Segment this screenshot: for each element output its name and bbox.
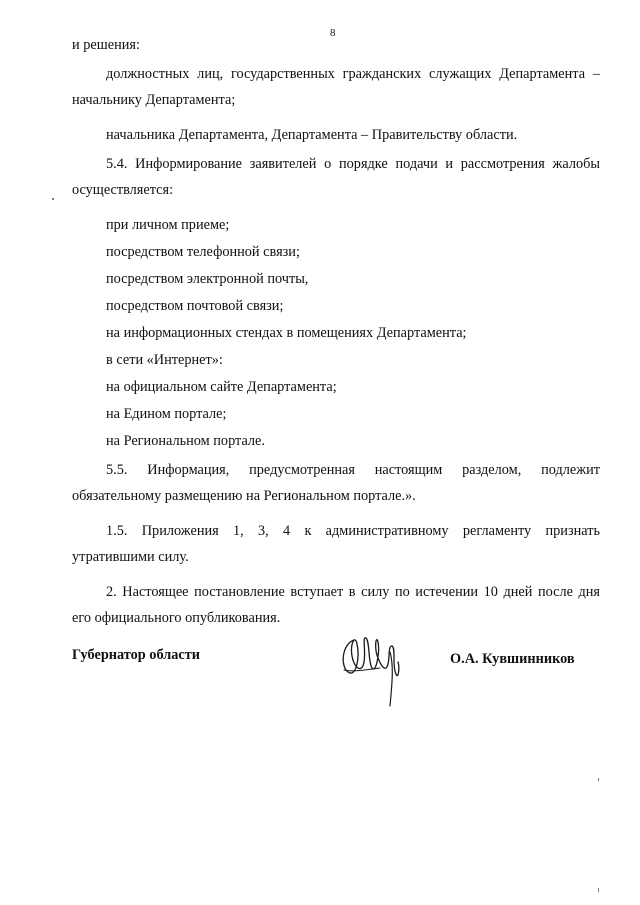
- list-item: посредством телефонной связи;: [106, 244, 300, 260]
- list-item: на Едином портале;: [106, 406, 227, 422]
- list-item: на информационных стендах в помещениях Департамента;: [106, 325, 467, 341]
- list-item: на Региональном портале.: [106, 433, 265, 449]
- scan-speck: [52, 198, 54, 200]
- paragraph-continuation: и решения:: [72, 37, 140, 53]
- scan-speck: [598, 888, 599, 892]
- paragraph-1-5: 1.5. Приложения 1, 3, 4 к административному регламенту признать утратившими силу.: [72, 523, 600, 565]
- paragraph-officials: должностных лиц, государственных гражданских служащих Департамента – начальнику Департамента;: [72, 66, 600, 108]
- document-body: [72, 32, 600, 631]
- list-item: в сети «Интернет»:: [106, 352, 223, 368]
- list-item: посредством почтовой связи;: [106, 298, 284, 314]
- paragraph-head: начальника Департамента, Департамента – Правительству области.: [106, 127, 518, 143]
- paragraph-2: 2. Настоящее постановление вступает в силу по истечении 10 дней после дня его официального опубликования.: [72, 584, 600, 626]
- handwritten-signature: [336, 622, 416, 708]
- scan-speck: [598, 778, 599, 781]
- page-number: 8: [330, 27, 336, 39]
- paragraph-5-4: 5.4. Информирование заявителей о порядке подачи и рассмотрения жалобы осуществляется:: [72, 156, 600, 198]
- paragraph-5-5: 5.5. Информация, предусмотренная настоящим разделом, подлежит обязательному размещению на Региональном портале.».: [72, 462, 600, 504]
- signatory-title: Губернатор области: [72, 647, 201, 663]
- list-item: посредством электронной почты,: [106, 271, 309, 287]
- list-item: на официальном сайте Департамента;: [106, 379, 337, 395]
- list-item: при личном приеме;: [106, 217, 230, 233]
- signatory-name: О.А. Кувшинников: [450, 651, 575, 667]
- inform-methods-list: [72, 212, 600, 454]
